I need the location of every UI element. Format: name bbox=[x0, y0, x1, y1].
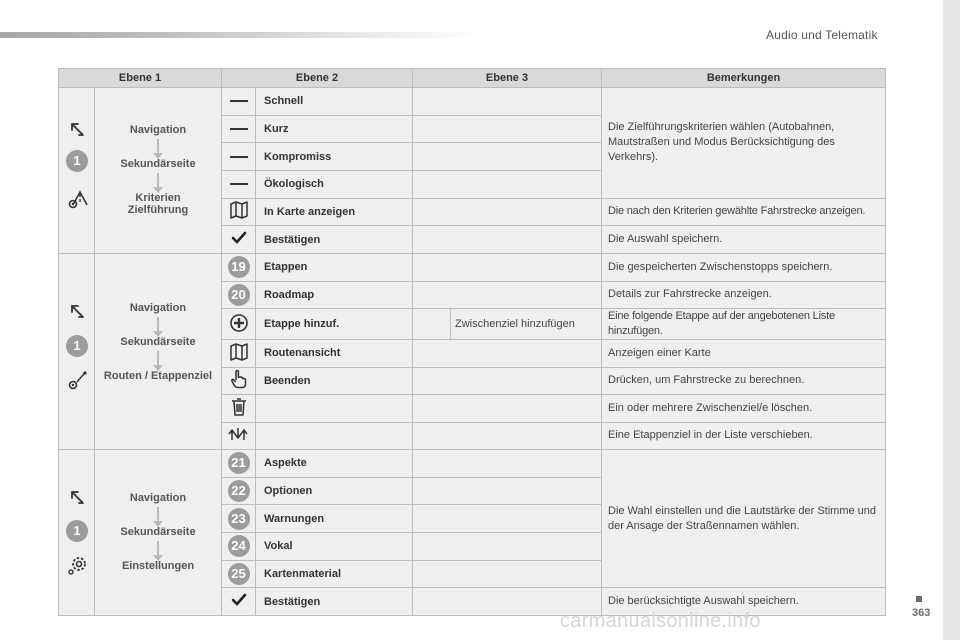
path-step-navigation: Navigation bbox=[129, 124, 187, 136]
down-arrow-icon bbox=[157, 139, 159, 155]
level1-number-badge: 1 bbox=[66, 520, 88, 542]
level2-label-bestaetigen: Bestätigen bbox=[256, 588, 413, 616]
table-header-row bbox=[59, 69, 886, 88]
level2-label-optionen: Optionen bbox=[256, 477, 413, 505]
hand-icon bbox=[230, 369, 248, 389]
level2-label-delete bbox=[256, 395, 413, 423]
down-arrow-icon bbox=[157, 317, 159, 333]
menu-structure-table bbox=[58, 68, 886, 616]
page-edge-strip bbox=[943, 0, 960, 640]
level2-label-schnell: Schnell bbox=[256, 88, 413, 116]
route-criteria-icon bbox=[67, 188, 89, 210]
level2-icon-cell bbox=[222, 340, 256, 368]
level2-icon-cell bbox=[222, 143, 256, 171]
level3-empty-cell bbox=[413, 340, 602, 368]
checkmark-icon bbox=[231, 593, 247, 607]
map-icon bbox=[229, 343, 249, 361]
remark-beenden: Drücken, um Fahrstrecke zu berechnen. bbox=[602, 367, 886, 395]
watermark: carmanualsonline.info bbox=[560, 610, 761, 632]
navigation-arrow-icon bbox=[67, 120, 87, 140]
level2-label-oekologisch: Ökologisch bbox=[256, 170, 413, 198]
remark-bestaetigen: Die Auswahl speichern. bbox=[602, 226, 886, 254]
level2-label-kurz: Kurz bbox=[256, 115, 413, 143]
level2-label-roadmap: Roadmap bbox=[256, 281, 413, 309]
path-step-navigation: Navigation bbox=[129, 302, 187, 314]
level2-label-bestaetigen: Bestätigen bbox=[256, 226, 413, 254]
settings-gear-icon bbox=[67, 554, 89, 576]
number-badge: 23 bbox=[228, 508, 250, 530]
level2-icon-cell bbox=[222, 254, 256, 282]
page-number: 363 bbox=[912, 607, 931, 619]
level3-empty-cell bbox=[413, 198, 602, 226]
level3-empty-cell bbox=[413, 395, 602, 423]
navigation-arrow-icon bbox=[67, 488, 87, 508]
number-badge: 20 bbox=[228, 284, 250, 306]
level1-path-cell bbox=[95, 88, 222, 254]
level2-label-in-karte-anzeigen: In Karte anzeigen bbox=[256, 198, 413, 226]
path-step-sekundaerseite: Sekundärseite bbox=[120, 158, 196, 170]
level3-empty-cell bbox=[413, 115, 602, 143]
column-header-ebene-2: Ebene 2 bbox=[222, 69, 413, 88]
level3-empty-cell bbox=[413, 281, 602, 309]
level1-path-cell bbox=[95, 450, 222, 616]
level1-icon-cell bbox=[59, 88, 95, 254]
level1-icon-cell bbox=[59, 450, 95, 616]
level3-empty-cell bbox=[413, 226, 602, 254]
level2-icon-cell bbox=[222, 532, 256, 560]
level3-empty-cell bbox=[413, 254, 602, 282]
path-step-zielfuehrung: Zielführung bbox=[127, 204, 189, 216]
path-step-navigation: Navigation bbox=[129, 492, 187, 504]
add-circle-icon bbox=[229, 313, 249, 333]
down-arrow-icon bbox=[157, 541, 159, 557]
checkmark-icon bbox=[231, 231, 247, 245]
path-step-kriterien: Kriterien bbox=[135, 192, 181, 204]
level2-label-move bbox=[256, 422, 413, 450]
level3-empty-cell bbox=[413, 367, 602, 395]
down-arrow-icon bbox=[157, 351, 159, 367]
level2-icon-cell bbox=[222, 281, 256, 309]
level1-path-cell bbox=[95, 254, 222, 450]
column-header-ebene-1: Ebene 1 bbox=[59, 69, 222, 88]
level2-icon-cell bbox=[222, 226, 256, 254]
remark-delete: Ein oder mehrere Zwischenziel/e löschen. bbox=[602, 395, 886, 423]
remark-move: Eine Etappenziel in der Liste verschieben. bbox=[602, 422, 886, 450]
remark-etappen: Die gespeicherten Zwischenstopps speichern. bbox=[602, 254, 886, 282]
remark-roadmap: Details zur Fahrstrecke anzeigen. bbox=[602, 281, 886, 309]
number-badge: 21 bbox=[228, 452, 250, 474]
level3-label-zwischenziel-hinzufuegen: Zwischenziel hinzufügen bbox=[451, 309, 602, 340]
column-header-ebene-3: Ebene 3 bbox=[413, 69, 602, 88]
remark-in-karte-anzeigen: Die nach den Kriterien gewählte Fahrstrecke anzeigen. bbox=[602, 198, 886, 226]
level2-icon-cell bbox=[222, 477, 256, 505]
level2-label-kartenmaterial: Kartenmaterial bbox=[256, 560, 413, 588]
number-badge: 22 bbox=[228, 480, 250, 502]
remark-etappe-hinzufuegen: Eine folgende Etappe auf der angebotenen Liste hinzufügen. bbox=[602, 309, 886, 340]
level2-icon-cell bbox=[222, 170, 256, 198]
level2-icon-cell bbox=[222, 450, 256, 478]
table-row bbox=[59, 88, 886, 116]
level2-icon-cell bbox=[222, 115, 256, 143]
page-marker bbox=[916, 596, 922, 602]
level2-label-vokal: Vokal bbox=[256, 532, 413, 560]
level2-label-warnungen: Warnungen bbox=[256, 505, 413, 533]
route-stage-icon bbox=[67, 369, 89, 391]
level3-empty-cell bbox=[413, 88, 602, 116]
level2-icon-cell bbox=[222, 367, 256, 395]
level3-empty-cell bbox=[413, 477, 602, 505]
trash-icon bbox=[231, 398, 247, 416]
level3-empty-cell bbox=[413, 143, 602, 171]
down-arrow-icon bbox=[157, 507, 159, 523]
level3-empty-cell bbox=[413, 505, 602, 533]
level3-empty-cell bbox=[413, 422, 602, 450]
path-step-sekundaerseite: Sekundärseite bbox=[120, 336, 196, 348]
down-arrow-icon bbox=[157, 173, 159, 189]
level2-icon-cell bbox=[222, 505, 256, 533]
number-badge: 24 bbox=[228, 535, 250, 557]
remark-routenansicht: Anzeigen einer Karte bbox=[602, 340, 886, 368]
minus-icon bbox=[230, 156, 248, 158]
level2-label-beenden: Beenden bbox=[256, 367, 413, 395]
level2-label-etappen: Etappen bbox=[256, 254, 413, 282]
level1-number-badge: 1 bbox=[66, 150, 88, 172]
level3-icon-cell bbox=[413, 309, 451, 340]
level2-icon-cell bbox=[222, 395, 256, 423]
number-badge: 25 bbox=[228, 563, 250, 585]
level3-empty-cell bbox=[413, 450, 602, 478]
path-step-einstellungen: Einstellungen bbox=[121, 560, 195, 572]
minus-icon bbox=[230, 100, 248, 102]
level2-icon-cell bbox=[222, 198, 256, 226]
navigation-arrow-icon bbox=[67, 302, 87, 322]
header-gradient-band bbox=[0, 32, 480, 38]
level2-label-kompromiss: Kompromiss bbox=[256, 143, 413, 171]
section-title: Audio und Telematik bbox=[766, 28, 878, 42]
remark-einstellungen: Die Wahl einstellen und die Lautstärke der Stimme und der Ansage der Straßennamen wählen. bbox=[602, 450, 886, 588]
remark-zielfuehrung-kriterien: Die Zielführungskriterien wählen (Autobahnen, Mautstraßen und Modus Berücksichtigung des Verkehrs). bbox=[602, 88, 886, 199]
map-icon bbox=[229, 201, 249, 219]
level2-icon-cell bbox=[222, 88, 256, 116]
table-row bbox=[59, 254, 886, 282]
level1-number-badge: 1 bbox=[66, 335, 88, 357]
level1-icon-cell bbox=[59, 254, 95, 450]
minus-icon bbox=[230, 128, 248, 130]
path-step-routen-etappenziel: Routen / Etappenziel bbox=[103, 370, 213, 382]
level2-label-aspekte: Aspekte bbox=[256, 450, 413, 478]
level2-icon-cell bbox=[222, 560, 256, 588]
number-badge: 19 bbox=[228, 256, 250, 278]
remark-bestaetigen: Die berücksichtigte Auswahl speichern. bbox=[602, 588, 886, 616]
level3-empty-cell bbox=[413, 532, 602, 560]
level2-label-routenansicht: Routenansicht bbox=[256, 340, 413, 368]
move-arrows-icon bbox=[228, 425, 250, 443]
level3-empty-cell bbox=[413, 560, 602, 588]
minus-icon bbox=[230, 183, 248, 185]
level3-empty-cell bbox=[413, 170, 602, 198]
path-step-sekundaerseite: Sekundärseite bbox=[120, 526, 196, 538]
level2-label-etappe-hinzufuegen: Etappe hinzuf. bbox=[256, 309, 413, 340]
level2-icon-cell bbox=[222, 309, 256, 340]
column-header-bemerkungen: Bemerkungen bbox=[602, 69, 886, 88]
table-row bbox=[59, 450, 886, 478]
level2-icon-cell bbox=[222, 588, 256, 616]
level2-icon-cell bbox=[222, 422, 256, 450]
